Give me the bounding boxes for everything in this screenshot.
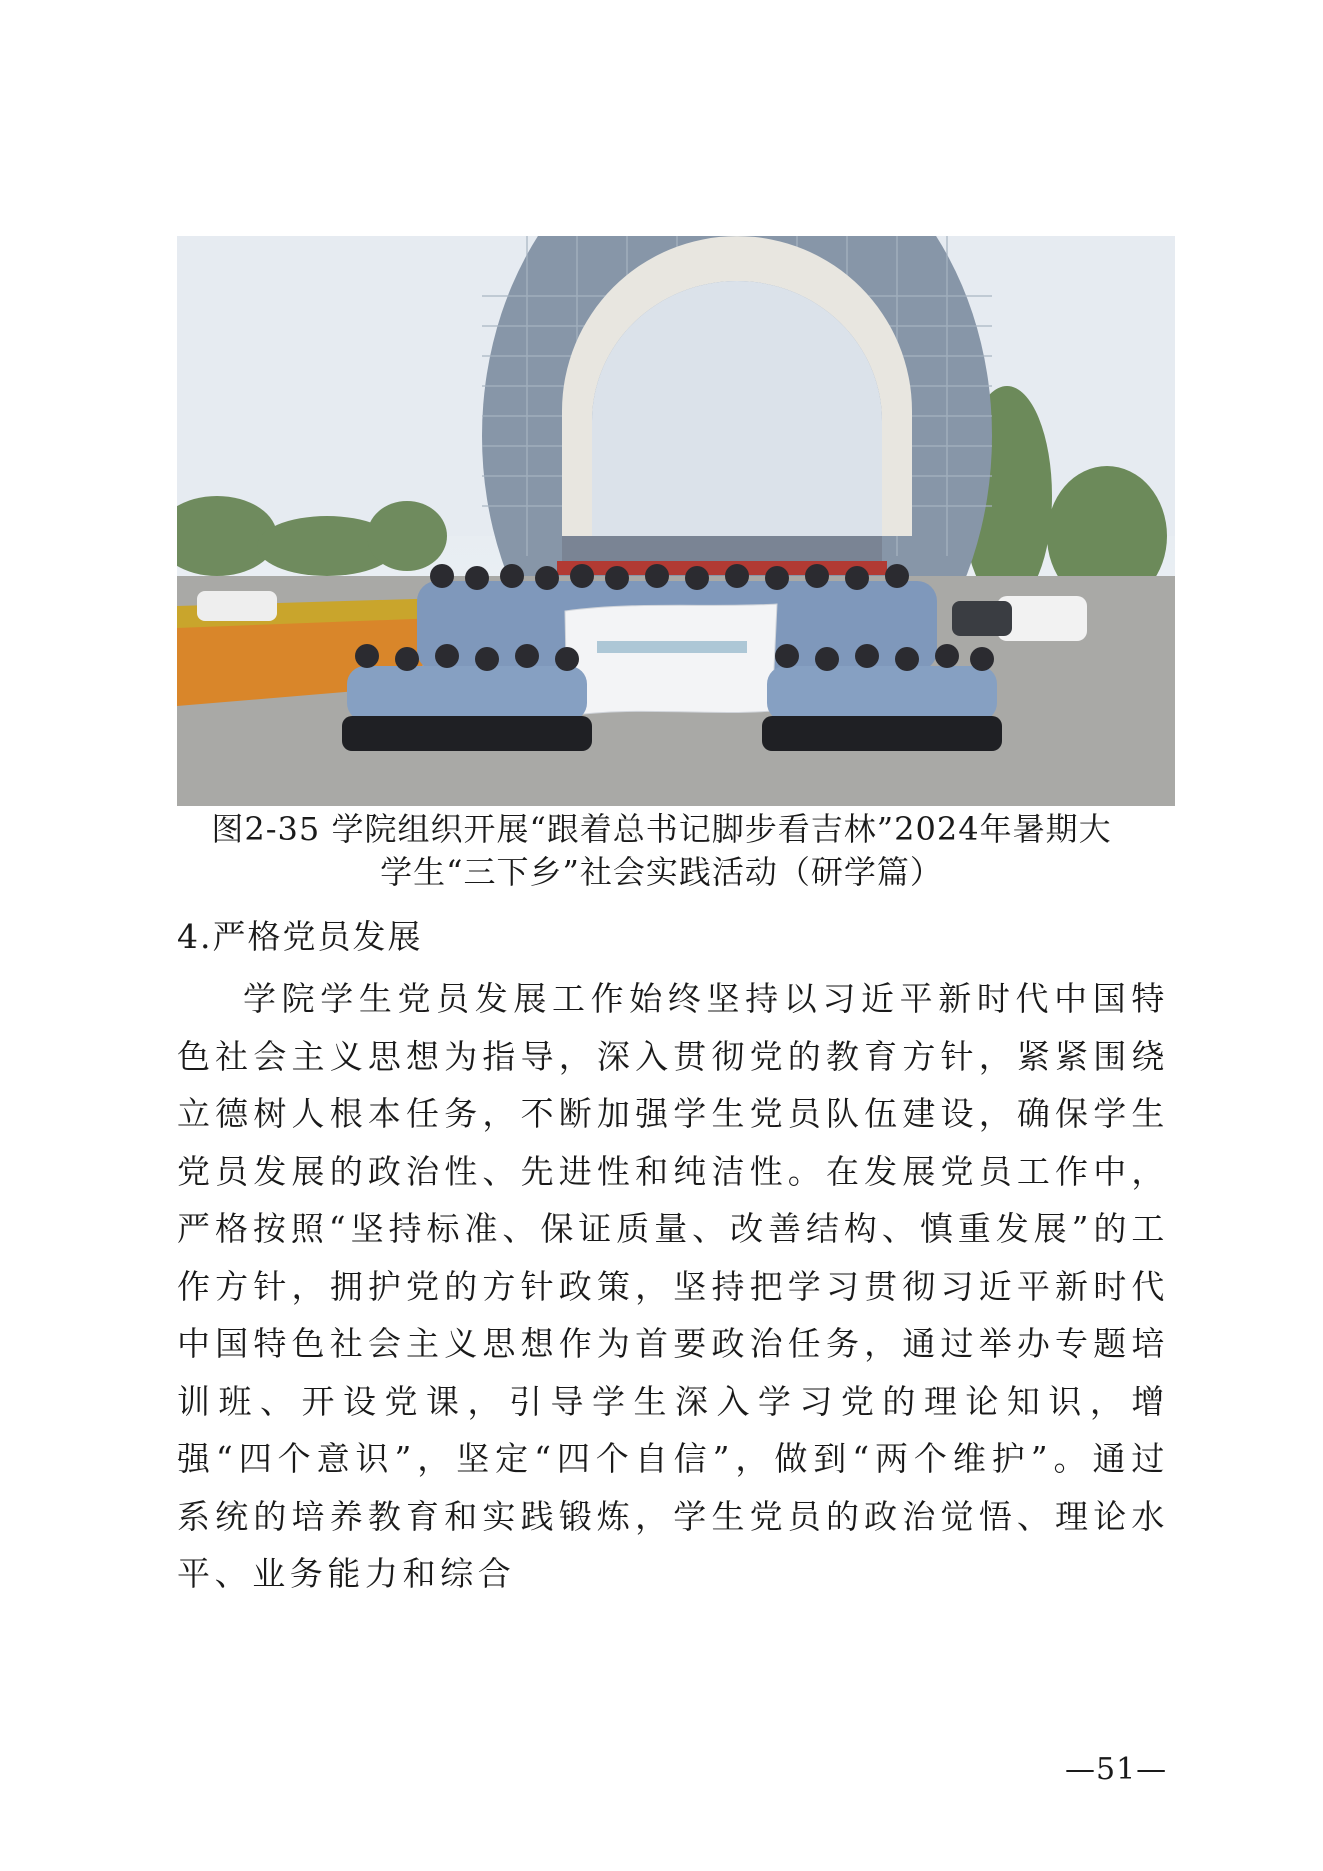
section-heading: 4.严格党员发展	[177, 917, 423, 956]
figure-caption-line-2: 学生“三下乡”社会实践活动（研学篇）	[380, 853, 943, 891]
page-number: —51—	[1065, 1752, 1168, 1787]
figure-caption-line-1: 图2-35 学院组织开展“跟着总书记脚步看吉林”2024年暑期大	[211, 810, 1112, 848]
body-paragraph-container	[177, 970, 1169, 1603]
figure-photo	[177, 236, 1175, 806]
body-paragraph: 学院学生党员发展工作始终坚持以习近平新时代中国特色社会主义思想为指导，深入贯彻党的教育方针，紧紧围绕立德树人根本任务，不断加强学生党员队伍建设，确保学生党员发展的政治性、先进性和纯洁性。在发展党员工作中，严格按照“坚持标准、保证质量、改善结构、慎重发展”的工作方针，拥护党的方针政策，坚持把学习贯彻习近平新时代中国特色社会主义思想作为首要政治任务，通过举办专题培训班、开设党课，引导学生深入学习党的理论知识，增强“四个意识”，坚定“四个自信”，做到“两个维护”。通过系统的培养教育和实践锻炼，学生党员的政治觉悟、理论水平、业务能力和综合	[177, 979, 1169, 1593]
group-photo-illustration	[177, 236, 1175, 806]
figure-caption	[150, 808, 1173, 894]
